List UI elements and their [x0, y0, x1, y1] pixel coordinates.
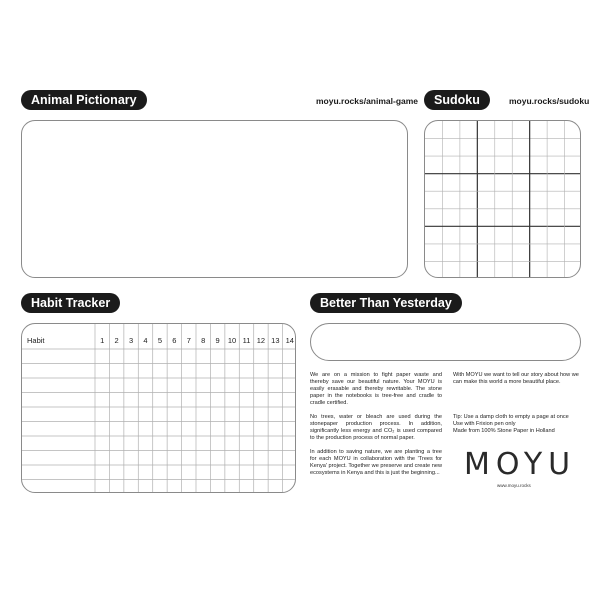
habit-day-12: 12: [256, 336, 266, 345]
tip-frixion-pen: Use with Frixion pen only: [453, 421, 516, 427]
habit-day-1: 1: [100, 336, 105, 345]
moyu-website[interactable]: www.moyu.rocks: [497, 483, 531, 488]
habit-day-13: 13: [271, 336, 280, 345]
habit-day-14: 14: [285, 336, 294, 345]
moyu-logo: MOYU: [464, 447, 577, 482]
habit-day-11: 11: [242, 336, 251, 345]
sudoku-url[interactable]: moyu.rocks/sudoku: [509, 96, 590, 106]
habit-column-header: Habit: [27, 336, 45, 345]
sudoku-grid: [425, 121, 581, 278]
mission-text: [310, 372, 442, 484]
habit-day-4: 4: [143, 336, 148, 345]
better-than-yesterday-title: Better Than Yesterday: [310, 293, 462, 313]
tip-stone-paper: Made from 100% Stone Paper in Holland: [453, 428, 555, 434]
habit-day-3: 3: [128, 336, 134, 345]
usage-tips: [453, 414, 569, 435]
mission-paragraph-3: In addition to saving nature, we are planting a tree for each MOYU in collaboration with the 'Trees for Kenya' project. Together we preserve and create new ecosystems in Kenya and this is just the beginning...: [310, 449, 442, 476]
sudoku-title: Sudoku: [424, 90, 490, 110]
habit-grid: [22, 324, 296, 493]
animal-pictionary-drawing-area[interactable]: [21, 120, 408, 278]
animal-pictionary-title: Animal Pictionary: [21, 90, 147, 110]
habit-day-7: 7: [186, 336, 191, 345]
habit-day-5: 5: [157, 336, 162, 345]
habit-day-2: 2: [114, 336, 119, 345]
habit-day-9: 9: [215, 336, 220, 345]
habit-tracker-table[interactable]: [21, 323, 296, 493]
tip-damp-cloth: Tip: Use a damp cloth to empty a page at once: [453, 414, 569, 420]
habit-day-6: 6: [172, 336, 177, 345]
better-than-yesterday-field[interactable]: [310, 323, 581, 361]
mission-paragraph-1: We are on a mission to fight paper waste and thereby save our beautiful nature. Your MOYU is easily erasable and thereby rewritable. The stone paper in the notebooks is tree-free and cradle to cradle certified.: [310, 372, 442, 406]
sudoku-board[interactable]: [424, 120, 581, 278]
habit-day-10: 10: [227, 336, 237, 345]
story-text: With MOYU we want to tell our story about how we can make this world a more beautiful place.: [453, 372, 579, 385]
habit-day-8: 8: [201, 336, 206, 345]
habit-tracker-title: Habit Tracker: [21, 293, 120, 313]
mission-paragraph-2: No trees, water or bleach are used during the stonepaper production process. In addition, significantly less energy and CO₂ is used compared to the production process of normal paper.: [310, 414, 442, 441]
animal-game-url[interactable]: moyu.rocks/animal-game: [316, 96, 419, 106]
